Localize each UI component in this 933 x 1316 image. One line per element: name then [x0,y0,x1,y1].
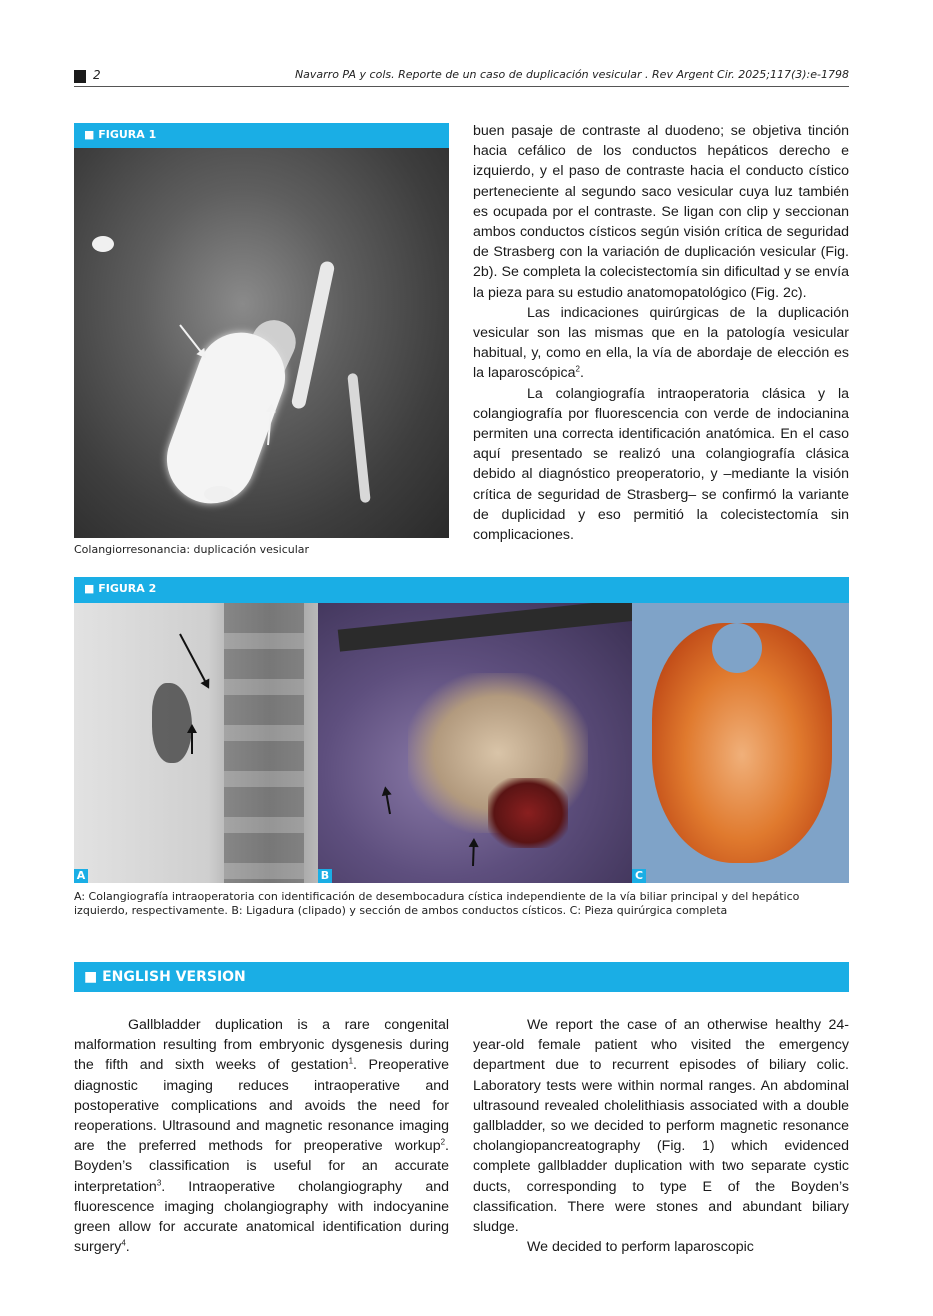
figure2-panel-b-laparoscopy [318,603,632,883]
common-duct [347,373,371,503]
header-marker [74,70,86,83]
surgical-instrument [338,603,632,652]
running-citation: Navarro PA y cols. Reporte de un caso de duplicación vesicular . Rev Argent Cir. 2025;117(3):e-1798 [294,68,849,81]
figure2-label-bar [74,577,849,603]
figure1-label-bar [74,123,449,148]
figure2-caption: A: Colangiografía intraoperatoria con identificación de desembocadura cística independiente de la vía biliar principal y del hepático izquierdo, respectivamente. B: Ligadura (clipado) y sección de ambos conductos císticos. C: Pieza quirúrgica completa [74,890,800,917]
english-left-column [74,1015,449,1257]
paragraph: La colangiografía intraoperatoria clásica y la colangiografía por fluorescencia con verde de indocianina permiten una correcta identificación anatómica. En el caso aquí presentado se realizó una colangiografía clásica debido al diagnóstico preoperatorio, y –mediante la visión crítica de seguridad de Strasberg– se confirmó la variante de duplicidad y eso permitió la colecistectomía sin complicaciones. [473,385,849,544]
bright-spot [92,236,114,252]
spine [224,603,304,883]
contrast-ducts [152,683,192,763]
arrow-icon [179,634,209,688]
figure2-panel-a-cholangiography [74,603,318,883]
bile-duct [291,260,336,410]
figure1-mri-image [74,148,449,538]
english-right-column [473,1015,849,1257]
bright-spot [204,486,234,502]
english-version-heading: ■ ENGLISH VERSION [84,969,246,985]
figure2-label: ■ FIGURA 2 [84,582,157,595]
paragraph: buen pasaje de contraste al duodeno; se objetiva tinción hacia cefálico de los conductos hepáticos derecho e izquierdo, y el paso de contraste hacia el conducto cístico perteneciente al segundo saco vesicular cuya luz también es ocupada por el contraste. Se ligan con clip y seccionan ambos conductos císticos según visión crítica de seguridad de Strasberg con la variación de duplicación vesicular (Fig. 2b). Se completa la colecistectomía sin dificultad y se envía la pieza para su estudio anatomopatológico (Fig. 2c). [473,123,849,301]
specimen-notch [712,623,762,673]
arrow-icon [472,840,475,866]
arrow-icon [179,324,205,357]
figure2-panel-c-specimen [632,603,849,883]
paragraph: Las indicaciones quirúrgicas de la duplicación vesicular son las mismas que en la patología vesicular habitual, y, como en ella, la vía de abordaje de elección es la laparoscópica$^2$. [473,304,849,382]
panel-label-c: C [632,869,646,883]
arrow-icon [267,405,272,445]
spanish-text-column [473,121,849,545]
english-version-bar [74,962,849,992]
arrow-icon [191,726,193,754]
page-number: 2 [93,68,101,82]
clot [488,778,568,848]
figure1-caption: Colangiorresonancia: duplicación vesicular [74,543,310,556]
panel-label-a: A [74,869,88,883]
panel-label-b: B [318,869,332,883]
figure1-label: ■ FIGURA 1 [84,128,157,141]
paragraph: Gallbladder duplication is a rare congenital malformation resulting from embryonic dysgenesis during the fifth and sixth weeks of gestation$^1$. Preoperative diagnostic imaging reduces intraoperative and postoperative complications and avoids the need for reoperations. Ultrasound and magnetic resonance imaging are the preferred methods for preoperative workup$^2$. Boyden’s classification is useful for an accurate interpretation$^3$. Intraoperative cholangiography and fluorescence imaging cholangiography with indocyanine green allow for accurate anatomical identification during surgery$^4$. [74,1017,449,1256]
header-rule [74,86,849,87]
arrow-icon [385,788,391,814]
paragraph: We decided to perform laparoscopic [527,1239,754,1256]
paragraph: We report the case of an otherwise healthy 24-year-old female patient who visited the emergency department due to recurrent episodes of biliary colic. Laboratory tests were within normal ranges. An abdominal ultrasound revealed cholelithiasis associated with a double gallbladder, so we decided to perform magnetic resonance cholangiopancreatography (Fig. 1) which evidenced complete gallbladder duplication with two separate cystic ducts, corresponding to type E of the Boyden’s classification. There were stones and abundant biliary sludge. [473,1017,849,1236]
